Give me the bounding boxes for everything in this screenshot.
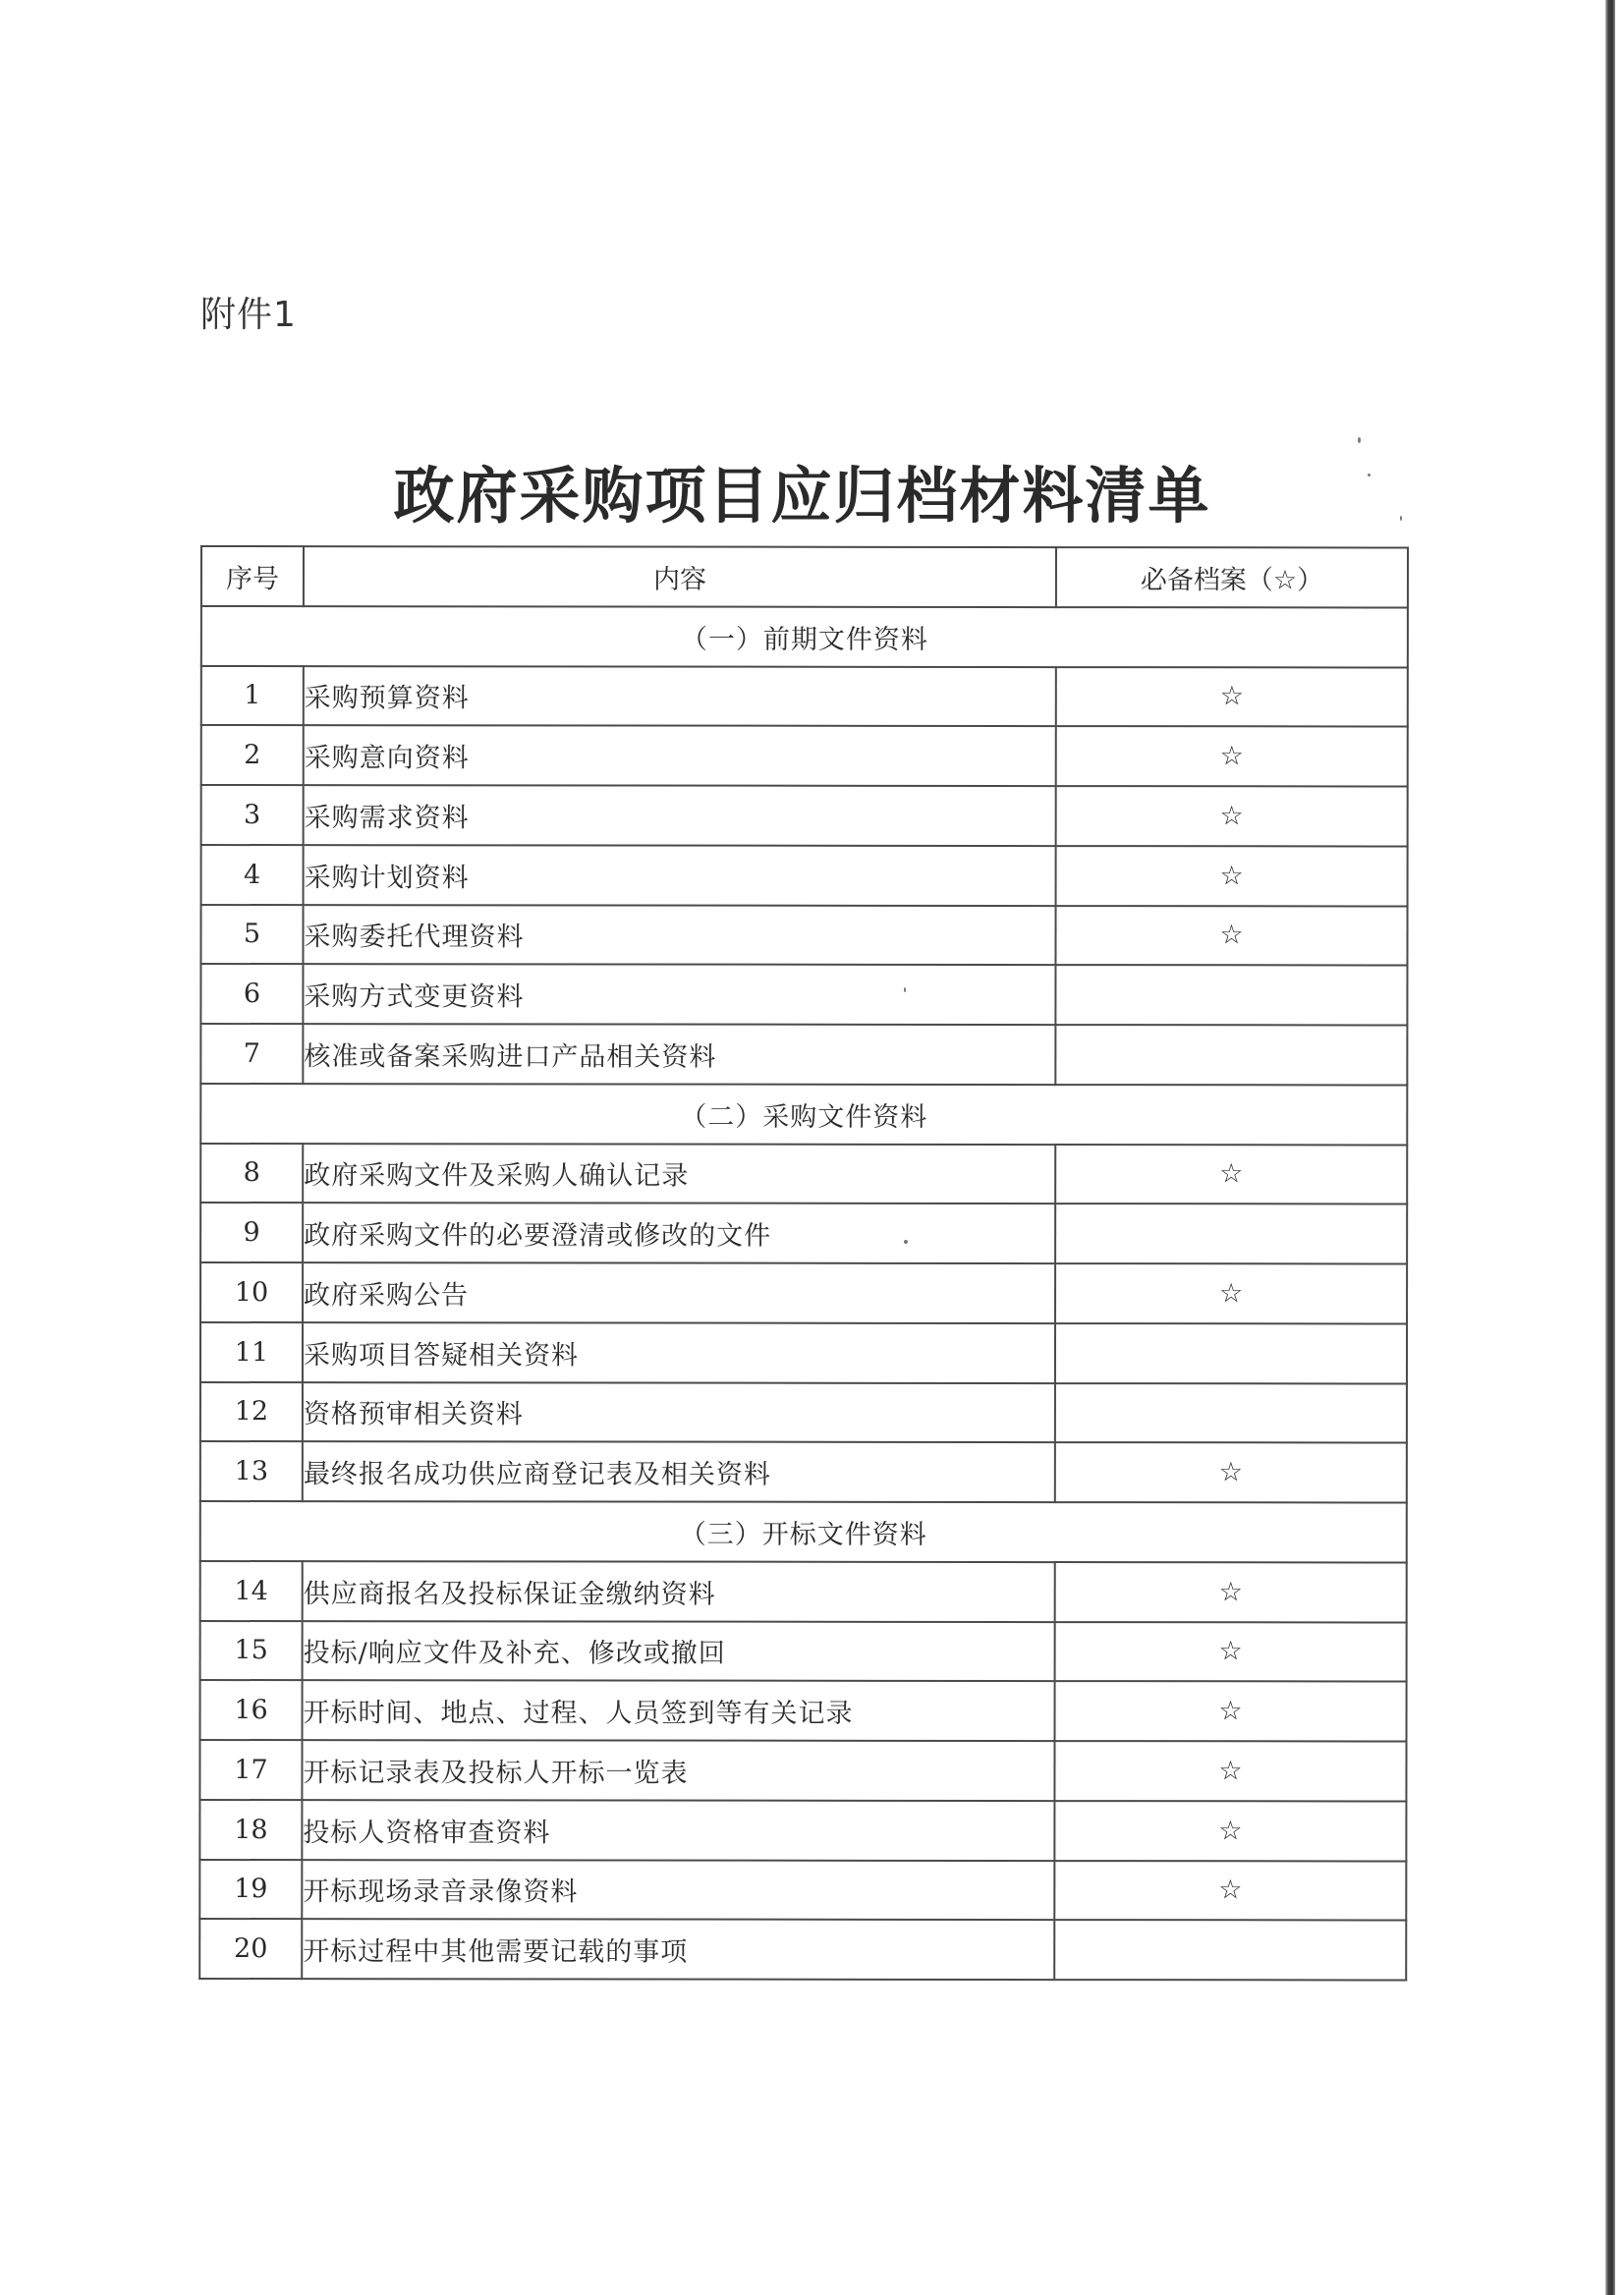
row-seq: 7 [200, 1024, 303, 1084]
table-row [200, 1382, 1407, 1443]
row-seq: 6 [200, 964, 303, 1024]
row-content: 采购需求资料 [304, 785, 1056, 846]
required-star-icon: ☆ [1055, 906, 1407, 966]
required-star-icon: ☆ [1055, 1681, 1407, 1741]
row-content: 采购方式变更资料 [303, 964, 1055, 1025]
section-row [201, 606, 1408, 667]
row-seq: 5 [200, 905, 303, 965]
row-seq: 20 [199, 1919, 302, 1979]
table-row [200, 1322, 1407, 1383]
required-star-icon: ☆ [1056, 667, 1408, 727]
section-row [200, 1084, 1407, 1145]
table-row [199, 1860, 1406, 1921]
row-seq: 13 [200, 1441, 303, 1501]
table-row [200, 1561, 1407, 1622]
row-content: 采购预算资料 [304, 666, 1056, 727]
header-required: 必备档案（☆） [1056, 547, 1408, 607]
required-star-icon: ☆ [1056, 786, 1408, 846]
required-star-icon: ☆ [1055, 1442, 1407, 1502]
table-row [200, 1680, 1407, 1741]
table-row [199, 1740, 1406, 1801]
row-seq: 10 [200, 1262, 303, 1322]
row-seq: 19 [199, 1860, 302, 1920]
row-seq: 4 [201, 845, 304, 905]
table-row [200, 1441, 1407, 1502]
required-star-icon: ☆ [1056, 846, 1408, 906]
row-content: 政府采购文件及采购人确认记录 [303, 1144, 1055, 1204]
required-cell [1055, 1025, 1407, 1085]
row-content: 供应商报名及投标保证金缴纳资料 [303, 1561, 1055, 1622]
row-content: 采购委托代理资料 [303, 905, 1055, 966]
scan-speck [1358, 437, 1361, 443]
table-row [201, 845, 1408, 906]
table-row [200, 1203, 1407, 1263]
required-cell [1055, 965, 1407, 1025]
section-row [200, 1501, 1407, 1562]
row-seq: 16 [200, 1680, 303, 1740]
required-star-icon: ☆ [1055, 1263, 1407, 1323]
required-cell [1055, 1383, 1407, 1443]
required-star-icon: ☆ [1056, 726, 1408, 786]
header-content: 内容 [304, 546, 1056, 607]
scan-edge-shadow [1605, 0, 1615, 2295]
row-content: 投标/响应文件及补充、修改或撤回 [303, 1621, 1055, 1682]
row-seq: 1 [201, 666, 304, 726]
row-seq: 11 [200, 1322, 303, 1382]
table-row [201, 666, 1408, 727]
required-cell [1054, 1920, 1406, 1980]
required-star-icon: ☆ [1055, 1562, 1407, 1622]
row-seq: 3 [201, 785, 304, 845]
scan-speck [1368, 474, 1371, 476]
document-title [0, 447, 1624, 534]
table-row [200, 905, 1407, 966]
required-star-icon: ☆ [1055, 1145, 1407, 1204]
row-content: 最终报名成功供应商登记表及相关资料 [303, 1441, 1055, 1502]
table-row [199, 1800, 1406, 1861]
required-star-icon: ☆ [1054, 1861, 1406, 1921]
table-row [200, 1621, 1407, 1682]
row-content: 开标记录表及投标人开标一览表 [302, 1740, 1054, 1801]
archive-materials-table [198, 545, 1409, 1982]
document-title-text: 政府采购项目应归档材料清单 [393, 460, 1211, 532]
table-row [200, 1144, 1407, 1204]
row-content: 采购意向资料 [304, 725, 1056, 786]
table-header-row [201, 546, 1408, 607]
row-seq: 12 [200, 1382, 303, 1442]
row-content: 投标人资格审查资料 [302, 1800, 1054, 1861]
required-star-icon: ☆ [1054, 1801, 1406, 1861]
table-row [199, 1919, 1406, 1980]
scan-speck [1400, 516, 1402, 521]
row-content: 政府采购公告 [303, 1262, 1055, 1323]
row-seq: 14 [200, 1561, 303, 1621]
table-row [201, 785, 1408, 846]
row-content: 核准或备案采购进口产品相关资料 [303, 1024, 1055, 1085]
required-star-icon: ☆ [1055, 1622, 1407, 1682]
attachment-label: 附件1 [200, 295, 297, 335]
row-content: 开标过程中其他需要记载的事项 [302, 1919, 1054, 1980]
section-title: （一）前期文件资料 [201, 606, 1408, 667]
row-content: 资格预审相关资料 [303, 1382, 1055, 1443]
table-row [200, 1024, 1407, 1085]
section-title: （二）采购文件资料 [200, 1084, 1407, 1145]
row-content: 采购计划资料 [304, 845, 1056, 906]
table-row [200, 964, 1407, 1025]
row-content: 开标现场录音录像资料 [302, 1860, 1054, 1921]
section-title: （三）开标文件资料 [200, 1501, 1407, 1562]
header-seq: 序号 [201, 546, 304, 606]
row-seq: 2 [201, 725, 304, 785]
row-seq: 15 [200, 1621, 303, 1681]
row-content: 采购项目答疑相关资料 [303, 1322, 1055, 1383]
row-content: 政府采购文件的必要澄清或修改的文件 [303, 1203, 1055, 1263]
required-star-icon: ☆ [1054, 1741, 1406, 1801]
table-row [200, 1262, 1407, 1323]
required-cell [1055, 1203, 1407, 1263]
row-content: 开标时间、地点、过程、人员签到等有关记录 [303, 1680, 1055, 1741]
row-seq: 18 [199, 1800, 302, 1860]
table-row [201, 725, 1408, 786]
row-seq: 8 [200, 1144, 303, 1203]
row-seq: 9 [200, 1203, 303, 1262]
required-cell [1055, 1323, 1407, 1383]
row-seq: 17 [199, 1740, 302, 1800]
